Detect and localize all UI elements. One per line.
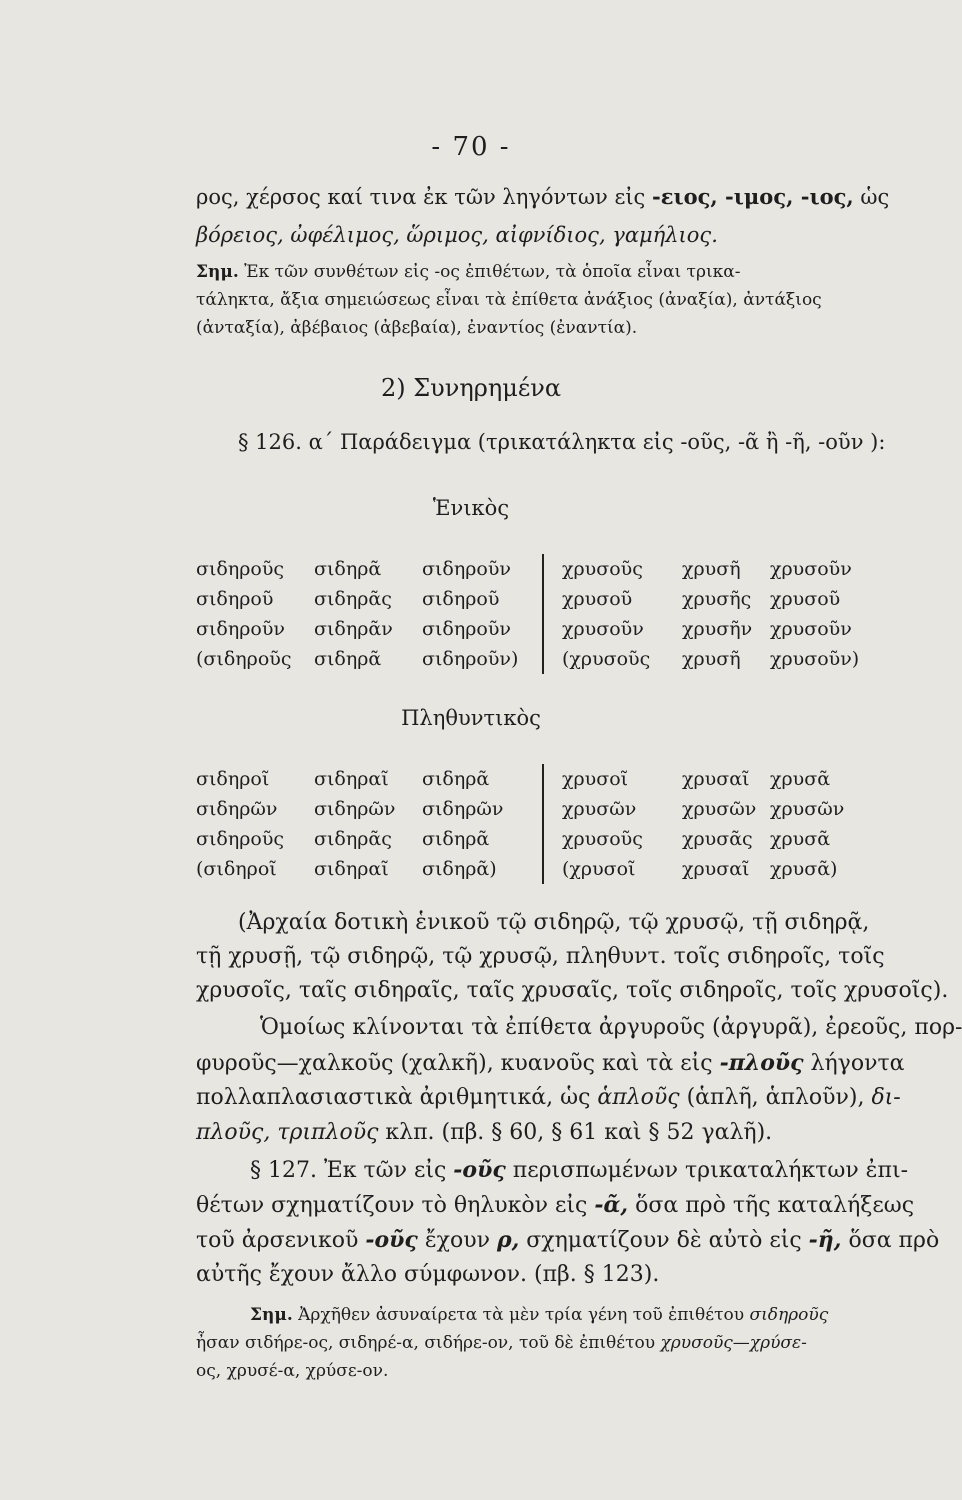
endings-bold: -ειος, -ιμος, -ιος, [652,184,854,209]
table-cell: χρυσῶν [682,798,757,820]
note1-text-1: Ἐκ τῶν συνθέτων εἰς -ος ἐπιθέτων, τὰ ὁποῖα εἶναι τρικα- [238,262,741,282]
table-cell: (χρυσοῦς [543,644,682,674]
p127-1c: περισπωμένων τρικαταλήκτων ἐπι- [505,1158,909,1183]
table-cell: χρυσῆ [682,558,741,580]
dative-note-line-1: (Ἀρχαία δοτικὴ ἑνικοῦ τῷ σιδηρῷ, τῷ χρυσῷ, τῇ σιδηρᾷ, [238,910,870,935]
par127-line-1 [250,1157,940,1183]
p127-3g: ὅσα πρὸ [841,1228,940,1253]
plural-table [196,764,860,884]
table-cell: χρυσοῦς [543,554,682,584]
table-cell: χρυσᾶ [770,828,831,850]
note1-line-1 [196,262,924,282]
similar-4b: κλπ. (πβ. § 60, § 61 καὶ § 52 γαλῆ). [378,1120,773,1145]
intro-tail: ὡς [853,185,890,209]
table-cell: (σιδηροῦς [196,648,292,670]
table-cell: σιδηροῦν [422,558,511,580]
similar-3d: δι- [871,1085,901,1110]
intro-line-1 [196,184,924,209]
table-cell: (χρυσοῖ [543,854,682,884]
table-row [196,584,860,614]
note2-label: Σημ. [250,1305,293,1325]
note2-1b: σιδηροῦς [749,1305,829,1325]
table-cell: (σιδηροῖ [196,858,277,880]
similar-2a: φυροῦς—χαλκοῦς (χαλκῆ), κυανοῦς καὶ τὰ εἰς [196,1051,720,1076]
p127-1a: § 127. Ἐκ τῶν εἰς [250,1158,454,1183]
p127-3b: -οῦς [365,1227,418,1253]
note1-line-3: (ἀνταξία), ἀβέβαιος (ἀβεβαία), ἐναντίος (ἐναντία). [196,318,638,338]
table-cell: χρυσοῦν [770,558,852,580]
table-cell: χρυσαῖ [682,858,750,880]
table-cell: σιδηροῦν) [422,648,519,670]
table-cell: σιδηραῖ [314,768,389,790]
table-cell: χρυσᾶς [682,828,753,850]
plural-heading: Πληθυντικὸς [401,706,541,730]
intro-line-2: βόρειος, ὠφέλιμος, ὥριμος, αἰφνίδιος, γαμήλιος. [196,223,718,247]
table-cell: χρυσοῦν [543,614,682,644]
par127-line-4: αὐτῆς ἔχουν ἄλλο σύμφωνον. (πβ. § 123). [196,1262,660,1287]
table-cell: σιδηρῶν [422,798,504,820]
table-row [196,554,860,584]
table-row [196,854,860,884]
table-cell: σιδηροῦς [196,828,285,850]
table-row [196,614,860,644]
table-cell: χρυσοῦν [770,618,852,640]
similar-2b: -πλοῦς [719,1050,804,1076]
table-cell: σιδηροῦ [422,588,500,610]
note1-line-2: τάληκτα, ἄξια σημειώσεως εἶναι τὰ ἐπίθετα ἀνάξιος (ἀναξία), ἀντάξιος [196,290,822,310]
p127-3c: ἔχουν [417,1228,497,1253]
p127-3e: σχηματίζουν δὲ αὐτὸ εἰς [519,1228,809,1253]
table-cell: σιδηρᾶς [314,588,392,610]
table-cell: σιδηροῦν [196,618,285,640]
similar-4a: πλοῦς, τριπλοῦς [196,1120,379,1145]
table-cell: σιδηρᾶ) [422,858,497,880]
table-row [196,644,860,674]
table-cell: χρυσοῖ [543,764,682,794]
table-cell: σιδηρᾶ [314,558,382,580]
note2-2b: χρυσοῦς—χρύσε- [660,1333,807,1353]
dative-note-line-2: τῇ χρυσῇ, τῷ σιδηρῷ, τῷ χρυσῷ, πληθυντ. τοῖς σιδηροῖς, τοῖς [196,944,885,969]
table-cell: χρυσῆς [682,588,752,610]
p127-3d: ρ, [496,1227,520,1253]
table-cell: χρυσῶν [770,798,845,820]
table-cell: σιδηροῖ [196,768,270,790]
table-cell: σιδηροῦς [196,558,285,580]
similar-line-2 [196,1050,924,1076]
table-cell: χρυσαῖ [682,768,750,790]
dative-note-line-3: χρυσοῖς, ταῖς σιδηραῖς, ταῖς χρυσαῖς, τοῖς σιδηροῖς, τοῖς χρυσοῖς). [196,978,949,1003]
p127-2c: ὅσα πρὸ τῆς καταλήξεως [628,1193,915,1218]
table-row [196,764,860,794]
table-cell: σιδηρῶν [196,798,278,820]
p127-1b: -οῦς [453,1157,506,1183]
p127-3f: -ῆ, [808,1227,842,1253]
note2-1a: Ἀρχῆθεν ἀσυναίρετα τὰ μὲν τρία γένη τοῦ ἐπιθέτου [292,1305,750,1325]
table-cell: χρυσᾶ) [770,858,838,880]
table-cell: χρυσῶν [543,794,682,824]
page-number: - 70 - [431,132,511,162]
paragraph-126: § 126. α΄ Παράδειγμα (τρικατάληκτα εἰς -οῦς, -ᾶ ἢ -ῆ, -οῦν ): [238,430,886,454]
note1-label: Σημ. [196,262,239,282]
similar-3c: (ἁπλῆ, ἁπλοῦν), [679,1085,872,1110]
table-cell: χρυσᾶ [770,768,831,790]
table-cell: χρυσῆν [682,618,753,640]
similar-3a: πολλαπλασιαστικὰ ἀριθμητικά, ὡς [196,1085,598,1110]
p127-2b: -ᾶ, [594,1192,629,1218]
par127-line-2 [196,1192,924,1218]
table-row [196,794,860,824]
section-heading: 2) Συνηρημένα [380,374,562,402]
intro-text: ρος, χέρσος καί τινα ἐκ τῶν ληγόντων εἰς [196,185,652,209]
singular-heading: Ἑνικὸς [432,496,510,520]
table-cell: σιδηραῖ [314,858,389,880]
table-cell: σιδηρῶν [314,798,396,820]
table-cell: σιδηρᾶς [314,828,392,850]
table-row [196,824,860,854]
note2-2a: ἦσαν σιδήρε-ος, σιδηρέ-α, σιδήρε-ον, τοῦ δὲ ἐπιθέτου [196,1333,661,1353]
table-cell: σιδηρᾶν [314,618,393,640]
similar-line-1: Ὁμοίως κλίνονται τὰ ἐπίθετα ἀργυροῦς (ἀργυρᾶ), ἐρεοῦς, πορ- [260,1015,962,1040]
p127-2a: θέτων σχηματίζουν τὸ θηλυκὸν εἰς [196,1193,595,1218]
table-cell: σιδηροῦ [196,588,274,610]
note2-line-2 [196,1333,924,1353]
singular-table [196,554,860,674]
note2-line-1 [250,1305,940,1325]
table-cell: χρυσοῦς [543,824,682,854]
similar-3b: ἁπλοῦς [597,1085,680,1110]
table-cell: σιδηροῦν [422,618,511,640]
table-cell: σιδηρᾶ [422,828,490,850]
similar-line-3 [196,1085,924,1110]
table-cell: σιδηρᾶ [314,648,382,670]
similar-line-4 [196,1120,924,1145]
table-cell: χρυσῆ [682,648,741,670]
table-cell: χρυσοῦ [543,584,682,614]
par127-line-3 [196,1227,940,1253]
table-cell: σιδηρᾶ [422,768,490,790]
table-cell: χρυσοῦν) [770,648,860,670]
table-cell: χρυσοῦ [770,588,841,610]
note2-line-3: ος, χρυσέ-α, χρύσε-ον. [196,1361,389,1381]
similar-2c: λήγοντα [803,1051,905,1076]
p127-3a: τοῦ ἀρσενικοῦ [196,1228,366,1253]
